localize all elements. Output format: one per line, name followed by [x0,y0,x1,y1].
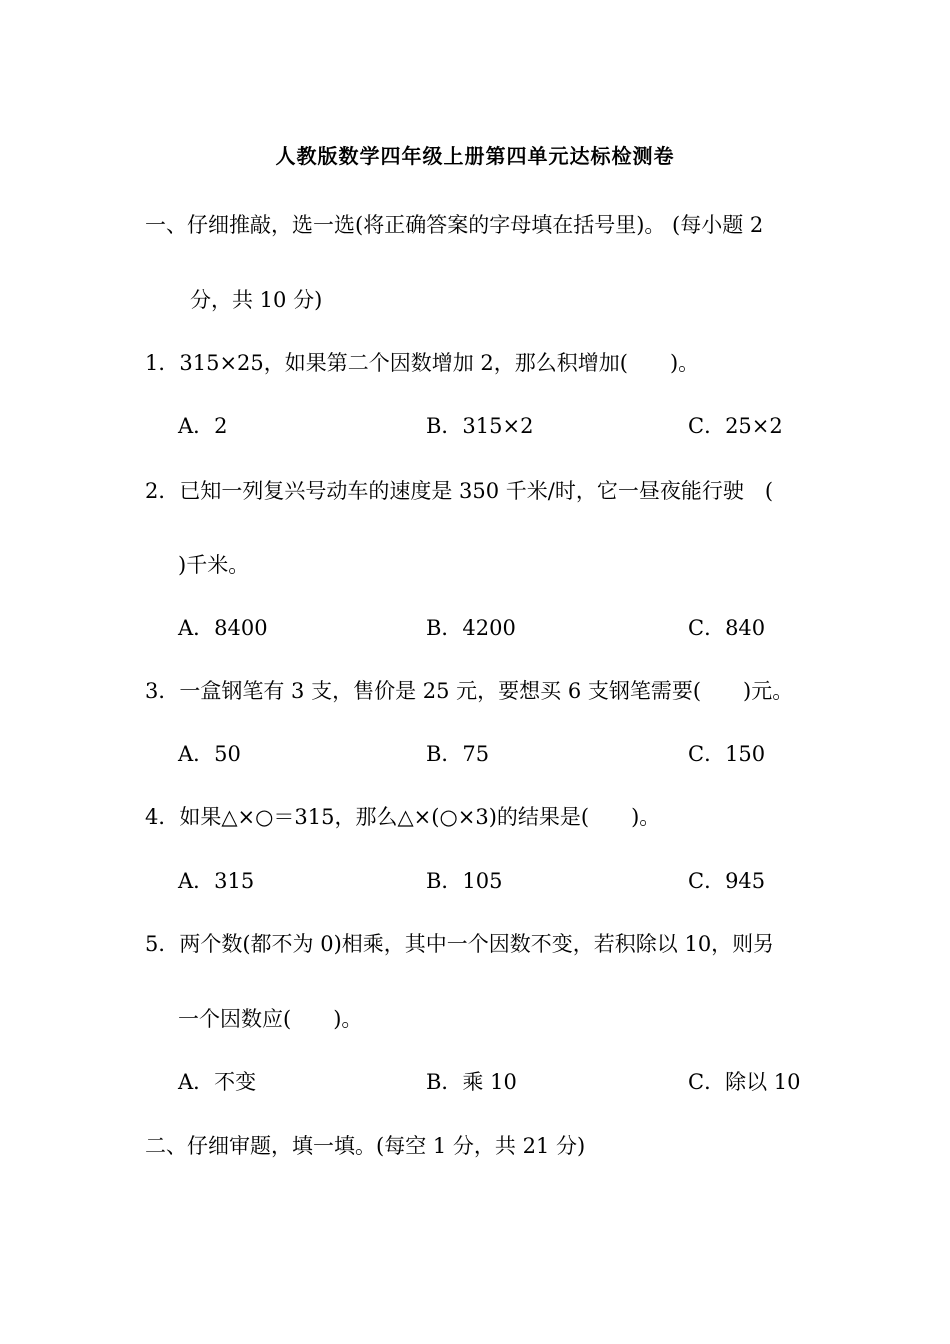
question-2-stem-line1: 2．已知一列复兴号动车的速度是 350 千米/时，它一昼夜能行驶 ( [145,479,774,503]
question-2-stem-line2: )千米。 [178,553,250,577]
question-5-stem-line1: 5．两个数(都不为 0)相乘，其中一个因数不变，若积除以 10，则另 [145,932,775,956]
section2-heading: 二、仔细审题，填一填。(每空 1 分，共 21 分) [145,1134,586,1158]
question-5-stem-line2: 一个因数应( )。 [178,1007,363,1031]
section1-heading-line2: 分，共 10 分) [190,288,323,312]
question-1-option-b: B．315×2 [426,414,534,438]
question-5-option-b: B．乘 10 [426,1070,517,1094]
question-3-option-a: A．50 [178,742,241,766]
question-5-option-a: A．不变 [178,1070,257,1094]
question-3-stem: 3．一盒钢笔有 3 支，售价是 25 元，要想买 6 支钢笔需要( )元。 [145,679,794,703]
question-1-stem: 1．315×25，如果第二个因数增加 2，那么积增加( )。 [145,351,700,375]
question-1-option-c: C．25×2 [688,414,783,438]
question-4-option-a: A．315 [178,869,255,893]
question-3-option-c: C．150 [688,742,766,766]
question-5-option-c: C．除以 10 [688,1070,801,1094]
question-4-option-c: C．945 [688,869,766,893]
question-2-option-b: B．4200 [426,616,516,640]
question-4-stem: 4．如果△×○＝315，那么△×(○×3)的结果是( )。 [145,805,661,829]
question-2-option-c: C．840 [688,616,766,640]
question-2-option-a: A．8400 [178,616,268,640]
question-3-option-b: B．75 [426,742,490,766]
page-title: 人教版数学四年级上册第四单元达标检测卷 [275,144,675,168]
question-4-option-b: B．105 [426,869,503,893]
question-1-option-a: A．2 [178,414,228,438]
section1-heading-line1: 一、仔细推敲，选一选(将正确答案的字母填在括号里)。 (每小题 2 [145,213,764,237]
